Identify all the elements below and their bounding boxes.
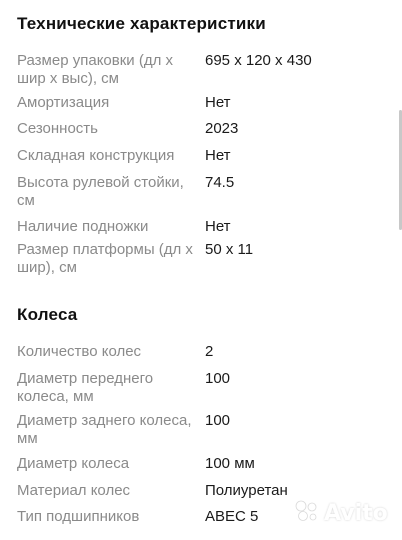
- spec-value: 100 мм: [205, 455, 255, 472]
- spec-value: ABEC 5: [205, 508, 259, 525]
- spec-label: Тип подшипников: [17, 508, 140, 525]
- spec-label: Высота рулевой стойки, см: [17, 174, 184, 209]
- avito-watermark: [294, 500, 388, 527]
- spec-value: Полиуретан: [205, 482, 288, 499]
- spec-value: 695 x 120 x 430: [205, 52, 312, 69]
- avito-logo-icon: [294, 500, 320, 527]
- spec-label: Размер упаковки (дл х шир х выс), см: [17, 52, 174, 87]
- spec-value: 74.5: [205, 174, 235, 191]
- spec-label: Материал колес: [17, 482, 131, 499]
- spec-label: Складная конструкция: [17, 147, 175, 164]
- spec-label: Количество колес: [17, 343, 142, 360]
- spec-value: 2023: [205, 120, 239, 137]
- spec-value: 50 x 11: [205, 241, 254, 258]
- spec-value: Нет: [205, 94, 231, 111]
- wheels-section-title: Колеса: [17, 305, 78, 324]
- spec-value: Нет: [205, 147, 231, 164]
- spec-label: Наличие подножки: [17, 218, 149, 235]
- spec-label: Амортизация: [17, 94, 110, 111]
- spec-label: Сезонность: [17, 120, 98, 137]
- avito-watermark-text: Avito: [324, 501, 388, 526]
- spec-label: Диаметр переднего колеса, мм: [17, 370, 154, 405]
- spec-label: Диаметр заднего колеса, мм: [17, 412, 192, 447]
- spec-label: Диаметр колеса: [17, 455, 130, 472]
- specs-section-title: Технические характеристики: [17, 14, 266, 33]
- spec-value: 2: [205, 343, 214, 360]
- spec-value: Нет: [205, 218, 231, 235]
- spec-value: 100: [205, 412, 231, 429]
- spec-value: 100: [205, 370, 231, 387]
- spec-label: Размер платформы (дл х шир), см: [17, 241, 193, 276]
